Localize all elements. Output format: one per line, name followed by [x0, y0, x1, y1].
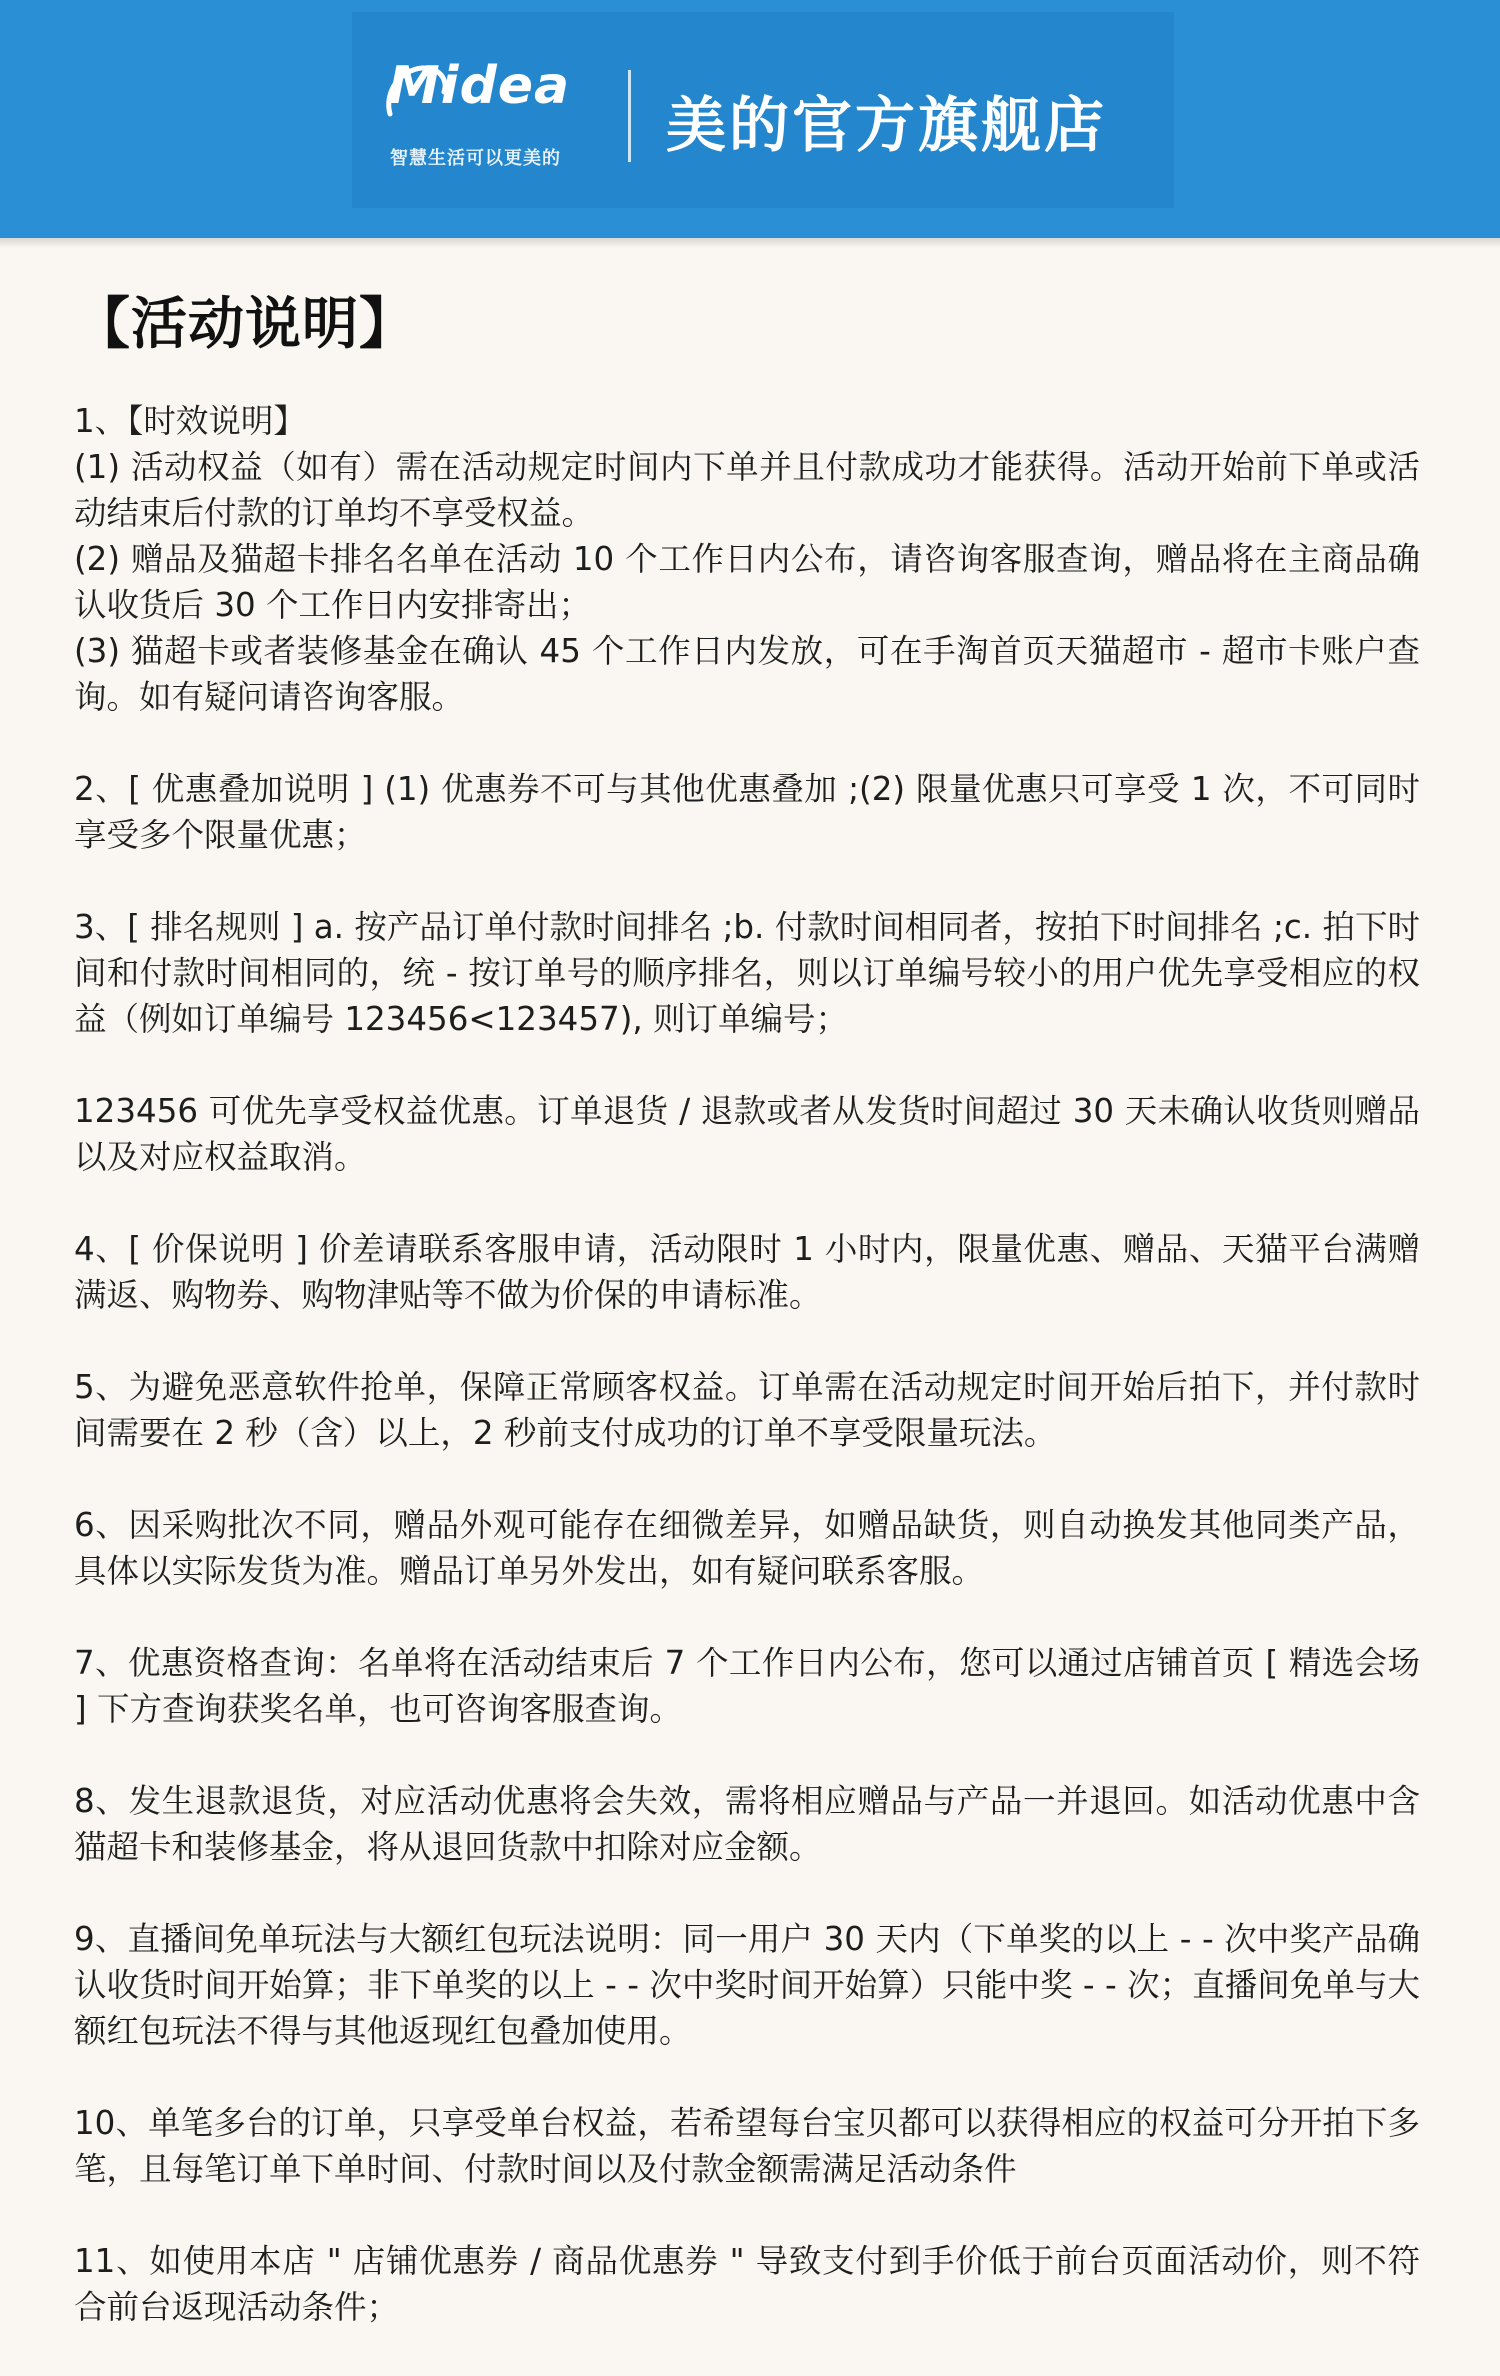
store-name: 美的官方旗舰店 [666, 91, 1107, 161]
banner-shadow [0, 238, 1500, 248]
rule-section-6 [74, 1502, 1420, 1594]
midea-logo [388, 56, 608, 176]
rule-line: 2、[ 优惠叠加说明 ] (1) 优惠券不可与其他优惠叠加 ;(2) 限量优惠只可享受 1 次，不可同时享受多个限量优惠； [74, 770, 1420, 854]
rule-section-1 [74, 398, 1420, 720]
rule-line: 6、因采购批次不同，赠品外观可能存在细微差异，如赠品缺货，则自动换发其他同类产品，具体以实际发货为准。赠品订单另外发出，如有疑问联系客服。 [74, 1506, 1420, 1590]
activity-rules [74, 280, 1420, 2376]
rule-line: 3、[ 排名规则 ] a. 按产品订单付款时间排名 ;b. 付款时间相同者，按拍下时间排名 ;c. 拍下时间和付款时间相同的，统 - 按订单号的顺序排名，则以订单编号较小的用户优先享受相应的权益（例如订单编号 123456<123457), 则订单编号； [74, 908, 1420, 1038]
store-banner [0, 0, 1500, 238]
rule-section-11 [74, 2238, 1420, 2330]
rule-section-4 [74, 1226, 1420, 1318]
rule-section-7 [74, 1640, 1420, 1732]
header-divider [628, 70, 631, 162]
rule-section-3 [74, 904, 1420, 1042]
rule-line: 1、【时效说明】 [74, 402, 306, 440]
rule-section-9 [74, 1916, 1420, 2054]
logo-text: Midea [388, 56, 571, 116]
rule-line: 4、[ 价保说明 ] 价差请联系客服申请，活动限时 1 小时内，限量优惠、赠品、天猫平台满赠满返、购物券、购物津贴等不做为价保的申请标准。 [74, 1230, 1420, 1314]
rule-line: 7、优惠资格查询：名单将在活动结束后 7 个工作日内公布，您可以通过店铺首页 [ 精选会场 ] 下方查询获奖名单，也可咨询客服查询。 [74, 1644, 1420, 1728]
rule-section-8 [74, 1778, 1420, 1870]
rule-line: (3) 猫超卡或者装修基金在确认 45 个工作日内发放，可在手淘首页天猫超市 - 超市卡账户查询。如有疑问请咨询客服。 [74, 632, 1420, 716]
rule-line: 11、如使用本店 " 店铺优惠券 / 商品优惠券 " 导致支付到手价低于前台页面活动价，则不符合前台返现活动条件； [74, 2242, 1420, 2326]
rule-section-2 [74, 766, 1420, 858]
rule-section-5 [74, 1364, 1420, 1456]
rule-line: (2) 赠品及猫超卡排名名单在活动 10 个工作日内公布，请咨询客服查询，赠品将在主商品确认收货后 30 个工作日内安排寄出； [74, 540, 1420, 624]
rule-line: 8、发生退款退货，对应活动优惠将会失效，需将相应赠品与产品一并退回。如活动优惠中含猫超卡和装修基金，将从退回货款中扣除对应金额。 [74, 1782, 1420, 1866]
rule-line: 123456 可优先享受权益优惠。订单退货 / 退款或者从发货时间超过 30 天未确认收货则赠品以及对应权益取消。 [74, 1092, 1420, 1176]
banner-panel [352, 12, 1174, 208]
page-title: 【活动说明】 [74, 292, 416, 357]
rule-section-3-cont [74, 1088, 1420, 1180]
rule-line: 10、单笔多台的订单，只享受单台权益，若希望每台宝贝都可以获得相应的权益可分开拍下多笔，且每笔订单下单时间、付款时间以及付款金额需满足活动条件 [74, 2104, 1420, 2188]
logo-slogan: 智慧生活可以更美的 [390, 148, 561, 169]
rule-line: (1) 活动权益（如有）需在活动规定时间内下单并且付款成功才能获得。活动开始前下单或活动结束后付款的订单均不享受权益。 [74, 448, 1420, 532]
rule-line: 5、为避免恶意软件抢单，保障正常顾客权益。订单需在活动规定时间开始后拍下，并付款时间需要在 2 秒（含）以上，2 秒前支付成功的订单不享受限量玩法。 [74, 1368, 1420, 1452]
rule-line: 9、直播间免单玩法与大额红包玩法说明：同一用户 30 天内（下单奖的以上 - - 次中奖产品确认收货时间开始算；非下单奖的以上 - - 次中奖时间开始算）只能中奖 - - 次；直播间免单与大额红包玩法不得与其他返现红包叠加使用。 [74, 1920, 1420, 2050]
rule-section-10 [74, 2100, 1420, 2192]
